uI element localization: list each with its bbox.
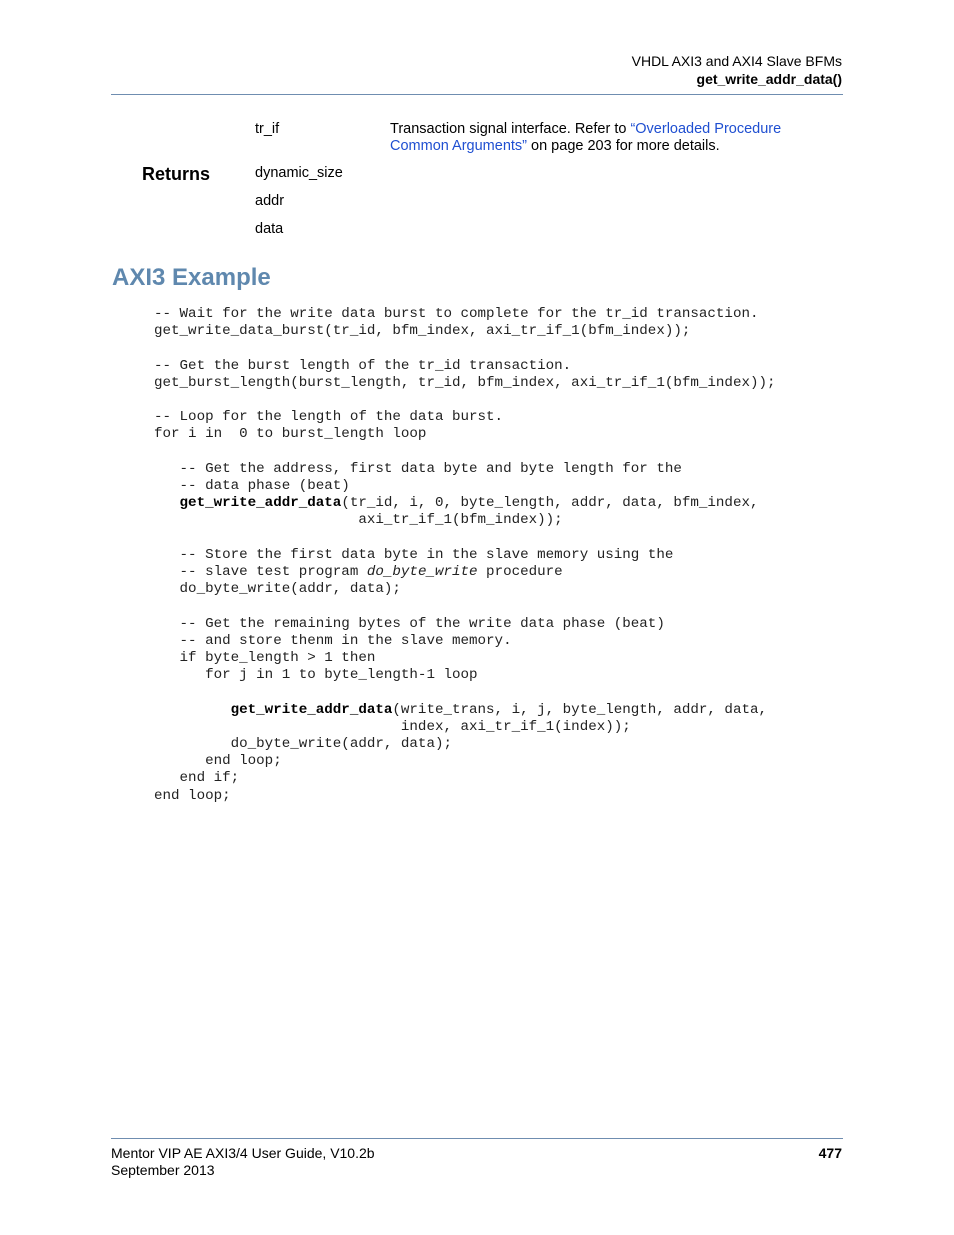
cross-reference-link[interactable]: “Overloaded Procedure Common Arguments” (390, 121, 782, 154)
code-line: get_write_data_burst(tr_id, bfm_index, axi_tr_if_1(bfm_index)); (154, 323, 691, 340)
code-line: for i in 0 to burst_length loop (154, 426, 427, 443)
running-header (632, 52, 842, 88)
return-item: data (255, 221, 284, 237)
code-line: -- and store thenm in the slave memory. (154, 632, 512, 649)
header-title: VHDL AXI3 and AXI4 Slave BFMs (631, 53, 842, 69)
argument-name: tr_if (255, 121, 280, 137)
code-line: -- Wait for the write data burst to complete for the tr_id transaction. (154, 306, 759, 322)
page-number: 477 (818, 1145, 842, 1161)
code-line: end loop; (154, 753, 282, 770)
argument-desc-text: Transaction signal interface. Refer to (390, 121, 631, 137)
code-line: -- data phase (beat) (154, 478, 350, 495)
argument-desc-text-end: on page 203 for more details. (527, 138, 720, 154)
code-line: axi_tr_if_1(bfm_index)); (154, 512, 563, 529)
header-rule (111, 94, 843, 95)
code-function-name: get_write_addr_data (179, 495, 342, 512)
code-line: end if; (154, 770, 240, 787)
code-line: if byte_length > 1 then (154, 650, 376, 667)
footer-rule (111, 1138, 843, 1139)
code-line: -- Get the address, first data byte and byte length for the (154, 460, 682, 477)
footer (111, 1145, 375, 1179)
code-line: do_byte_write(addr, data); (154, 736, 452, 753)
code-example (154, 306, 776, 805)
footer-date: September 2013 (111, 1162, 215, 1178)
code-line: get_burst_length(burst_length, tr_id, bfm_index, axi_tr_if_1(bfm_index)); (154, 374, 776, 391)
code-function-name: get_write_addr_data (230, 701, 393, 718)
code-line: -- Get the burst length of the tr_id transaction. (154, 357, 572, 374)
code-line: end loop; (154, 787, 231, 804)
code-line: (write_trans, i, j, byte_length, addr, data, (392, 701, 768, 718)
code-line: for j in 1 to byte_length-1 loop (154, 667, 478, 684)
code-line: -- Store the first data byte in the slave memory using the (154, 546, 674, 563)
header-subtitle: get_write_addr_data() (696, 71, 842, 87)
code-line: -- Get the remaining bytes of the write data phase (beat) (154, 615, 665, 632)
code-emphasis: do_byte_write (366, 564, 478, 581)
code-line: procedure (477, 564, 563, 581)
code-line: -- slave test program (154, 564, 367, 581)
code-line: -- Loop for the length of the data burst. (154, 409, 504, 426)
return-item: addr (255, 193, 285, 209)
code-line: (tr_id, i, 0, byte_length, addr, data, bfm_index, (341, 495, 759, 512)
code-line: index, axi_tr_if_1(index)); (154, 718, 631, 735)
section-heading: AXI3 Example (112, 264, 271, 291)
return-item: dynamic_size (255, 165, 343, 181)
returns-label: Returns (142, 164, 211, 184)
argument-description (390, 121, 830, 155)
code-line: do_byte_write(addr, data); (154, 581, 401, 598)
footer-guide-title: Mentor VIP AE AXI3/4 User Guide, V10.2b (111, 1145, 375, 1161)
